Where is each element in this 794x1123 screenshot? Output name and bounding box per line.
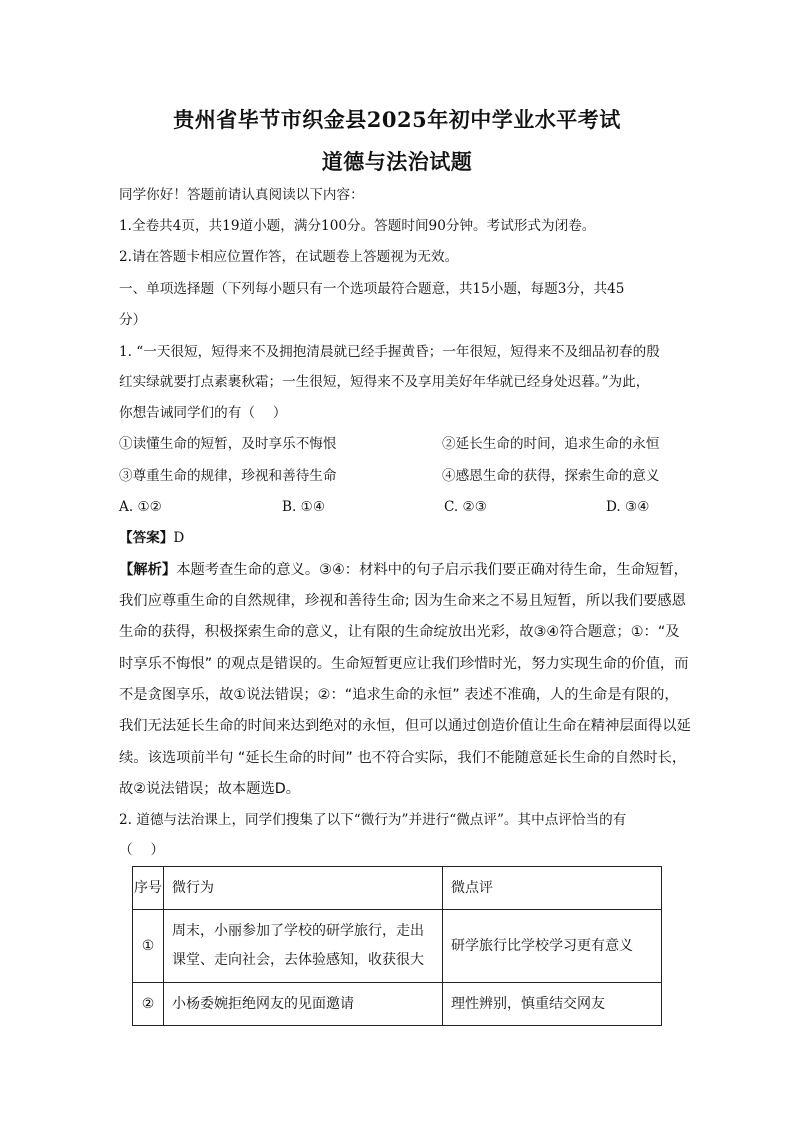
table-cell-num: ①: [133, 910, 164, 983]
table-cell-comment: 研学旅行比学校学习更有意义: [443, 910, 662, 983]
q1-statement-4: ④感恩生命的获得，探索生命的意义: [442, 468, 660, 484]
q1-analysis-line6: 我们无法延长生命的时间来达到绝对的永恒，但可以通过创造价值让生命在精神层面得以延: [119, 718, 691, 734]
instruction-item-2: 2.请在答题卡相应位置作答，在试题卷上答题视为无效。: [119, 249, 459, 265]
exam-title: 贵州省毕节市织金县2025年初中学业水平考试: [173, 107, 621, 132]
q2-stem: 2. 道德与法治课上，同学们搜集了以下“微行为”并进行“微点评”。其中点评恰当的有: [119, 812, 627, 828]
instruction-item-1: 1.全卷共4页，共19道小题，满分100分。答题时间90分钟。考试形式为闭卷。: [119, 218, 596, 234]
analysis-text: 本题考查生命的意义。③④：材料中的句子启示我们要正确对待生命，生命短暂，: [176, 562, 688, 578]
q1-statement-3: ③尊重生命的规律，珍视和善待生命: [119, 468, 337, 484]
answer-value: D: [173, 530, 185, 546]
q1-stem-line2: 红实绿就要打点素裹秋霜；一生很短，短得来不及享用美好年华就已经身处迟暮。”为此，: [119, 374, 650, 390]
table-cell-comment: 理性辨别，慎重结交网友: [443, 983, 662, 1026]
analysis-label: 【解析】: [119, 562, 177, 578]
q1-analysis: [119, 560, 688, 580]
q1-analysis-line5: 不是贪图享乐，故①说法错误；②：“追求生命的永恒” 表述不准确，人的生命是有限的，: [119, 687, 679, 703]
q1-statement-1: ①读懂生命的短暂，及时享乐不悔恨: [119, 436, 337, 452]
q1-analysis-line4: 时享乐不悔恨” 的观点是错误的。生命短暂更应让我们珍惜时光，努力实现生命的价值，而: [119, 656, 689, 672]
table-cell-action: [164, 910, 443, 983]
exam-subject-title: 道德与法治试题: [321, 149, 473, 174]
q1-answer: [119, 528, 184, 548]
q1-statement-2: ②延长生命的时间，追求生命的永恒: [442, 436, 660, 452]
answer-label: 【答案】: [119, 530, 174, 546]
table-header-cell: 微行为: [164, 867, 443, 910]
q1-stem: 1. “一天很短，短得来不及拥抱清晨就已经手握黄昏；一年很短，短得来不及细品初春的殷: [119, 344, 660, 360]
q1-stem-line3: 你想告诫同学们的有（ ）: [119, 405, 287, 421]
q1-analysis-line8: 故②说法错误；故本题选D。: [119, 781, 301, 797]
table-cell-num: ②: [133, 983, 164, 1026]
q1-option-a: A. ①②: [119, 499, 162, 515]
table-cell-action: 小杨委婉拒绝网友的见面邀请: [164, 983, 443, 1026]
q2-stem-line2: （ ）: [119, 842, 165, 858]
section-heading-cont: 分）: [119, 312, 147, 328]
action-text-line: 周末，小丽参加了学校的研学旅行，走出: [172, 923, 424, 939]
q1-option-c: C. ②③: [444, 499, 487, 515]
action-text-line: 课堂、走向社会，去体验感知，收获很大: [172, 952, 424, 968]
q1-analysis-line7: 续。该选项前半句 “延长生命的时间” 也不符合实际，我们不能随意延长生命的自然时长，: [119, 750, 687, 766]
q1-analysis-line3: 生命的获得，积极探索生命的意义，让有限的生命绽放出光彩，故③④符合题意；①：“及: [119, 624, 680, 640]
q1-analysis-line2: 我们应尊重生命的自然规律，珍视和善待生命; 因为生命来之不易且短暂，所以我们要感恩: [119, 593, 686, 609]
q1-option-b: B. ①④: [282, 499, 326, 515]
table-header-cell: 序号: [133, 867, 164, 910]
q2-table: [132, 866, 662, 1026]
section-heading: 一、单项选择题（下列每小题只有一个选项最符合题意，共15小题，每题3分，共45: [119, 281, 625, 297]
table-header-cell: 微点评: [443, 867, 662, 910]
instructions-greeting: 同学你好！答题前请认真阅读以下内容：: [119, 187, 364, 203]
table-row: [133, 910, 662, 983]
q1-option-d: D. ③④: [606, 499, 650, 515]
table-row: [133, 983, 662, 1026]
table-header-row: [133, 867, 662, 910]
